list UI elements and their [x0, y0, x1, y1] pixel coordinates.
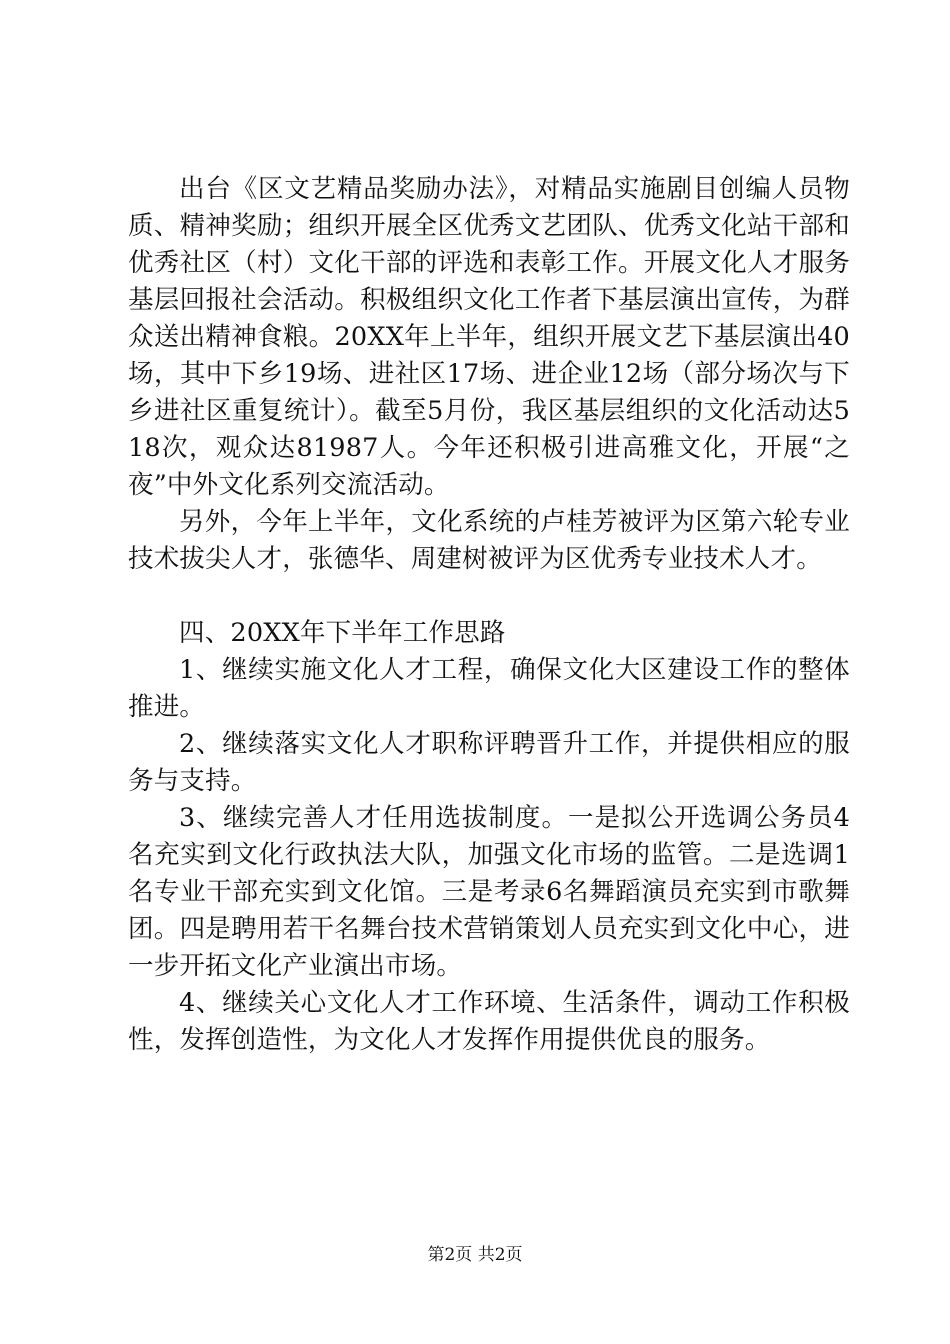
list-item-3: 3、继续完善人才任用选拔制度。一是拟公开选调公务员4名充实到文化行政执法大队，加强文化市场的监管。二是选调1名专业干部充实到文化馆。三是考录6名舞蹈演员充实到市歌舞团。四是聘用若干名舞台技术营销策划人员充实到文化中心，进一步开拓文化产业演出市场。 — [128, 803, 850, 981]
paragraph-awards: 出台《区文艺精品奖励办法》，对精品实施剧目创编人员物质、精神奖励；组织开展全区优秀文艺团队、优秀文化站干部和优秀社区（村）文化干部的评选和表彰工作。开展文化人才服务基层回报社会活动。积极组织文化工作者下基层演出宣传，为群众送出精神食粮。20XX年上半年，组织开展文艺下基层演出40场，其中下乡19场、进社区17场、进企业12场（部分场次与下乡进社区重复统计）。截至5月份，我区基层组织的文化活动达518次，观众达81987人。今年还积极引进高雅文化，开展“之夜”中外文化系列交流活动。 — [128, 174, 850, 500]
paragraph-talent-honors: 另外，今年上半年，文化系统的卢桂芳被评为区第六轮专业技术拔尖人才，张德华、周建树被评为区优秀专业技术人才。 — [128, 507, 850, 574]
list-item-4: 4、继续关心文化人才工作环境、生活条件，调动工作积极性，发挥创造性，为文化人才发挥作用提供优良的服务。 — [128, 988, 850, 1055]
list-item-1: 1、继续实施文化人才工程，确保文化大区建设工作的整体推进。 — [128, 655, 850, 722]
document-body — [128, 171, 850, 1059]
list-item-2: 2、继续落实文化人才职称评聘晋升工作，并提供相应的服务与支持。 — [128, 729, 850, 796]
page-number-footer: 第2页 共2页 — [427, 1245, 523, 1265]
section-heading: 四、20XX年下半年工作思路 — [179, 618, 506, 648]
paragraph-spacer — [128, 578, 850, 615]
